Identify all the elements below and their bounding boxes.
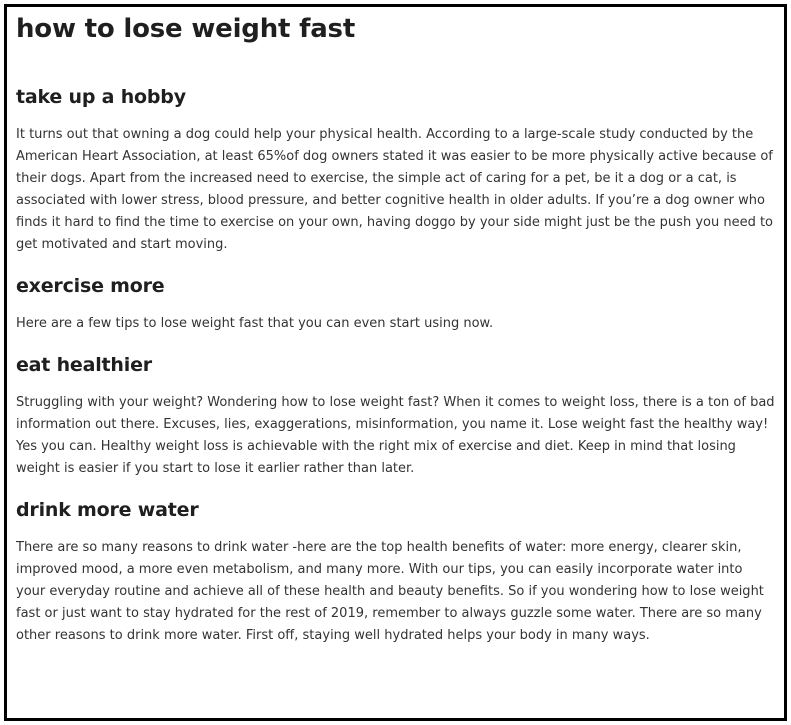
section-body: Here are a few tips to lose weight fast that you can even start using now. xyxy=(16,316,494,331)
article xyxy=(7,7,784,647)
section-heading: eat healthier xyxy=(16,354,152,376)
section-heading: drink more water xyxy=(16,499,199,521)
page-title: how to lose weight fast xyxy=(16,14,356,44)
section-body: It turns out that owning a dog could help your physical health. According to a large-scale study conducted by the American Heart Association, at least 65%of dog owners stated it was easier to be more physically active because of their dogs. Apart from the increased need to exercise, the simple act of caring for a pet, be it a dog or a cat, is associated with lower stress, blood pressure, and better cognitive health in older adults. If you’re a dog owner who finds it hard to find the time to exercise on your own, having doggo by your side might just be the push you need to get motivated and start moving. xyxy=(16,127,774,252)
section-body: There are so many reasons to drink water -here are the top health benefits of water: more energy, clearer skin, improved mood, a more even metabolism, and many more. With our tips, you can easily incorporate water into your everyday routine and achieve all of these health and beauty benefits. So if you wondering how to lose weight fast or just want to stay hydrated for the rest of 2019, remember to always guzzle some water. There are so many other reasons to drink more water. First off, staying well hydrated helps your body in many ways. xyxy=(16,540,764,643)
section-eat-healthier xyxy=(16,352,775,480)
section-heading: exercise more xyxy=(16,275,165,297)
section-exercise-more xyxy=(16,273,775,335)
section-body: Struggling with your weight? Wondering how to lose weight fast? When it comes to weight loss, there is a ton of bad information out there. Excuses, lies, exaggerations, misinformation, you name it. Lose weight fast the healthy way! Yes you can. Healthy weight loss is achievable with the right mix of exercise and diet. Keep in mind that losing weight is easier if you start to lose it earlier rather than later. xyxy=(16,395,775,476)
section-drink-more-water xyxy=(16,497,775,647)
section-take-up-a-hobby xyxy=(16,84,775,256)
section-heading: take up a hobby xyxy=(16,86,186,108)
page-frame xyxy=(4,4,787,721)
